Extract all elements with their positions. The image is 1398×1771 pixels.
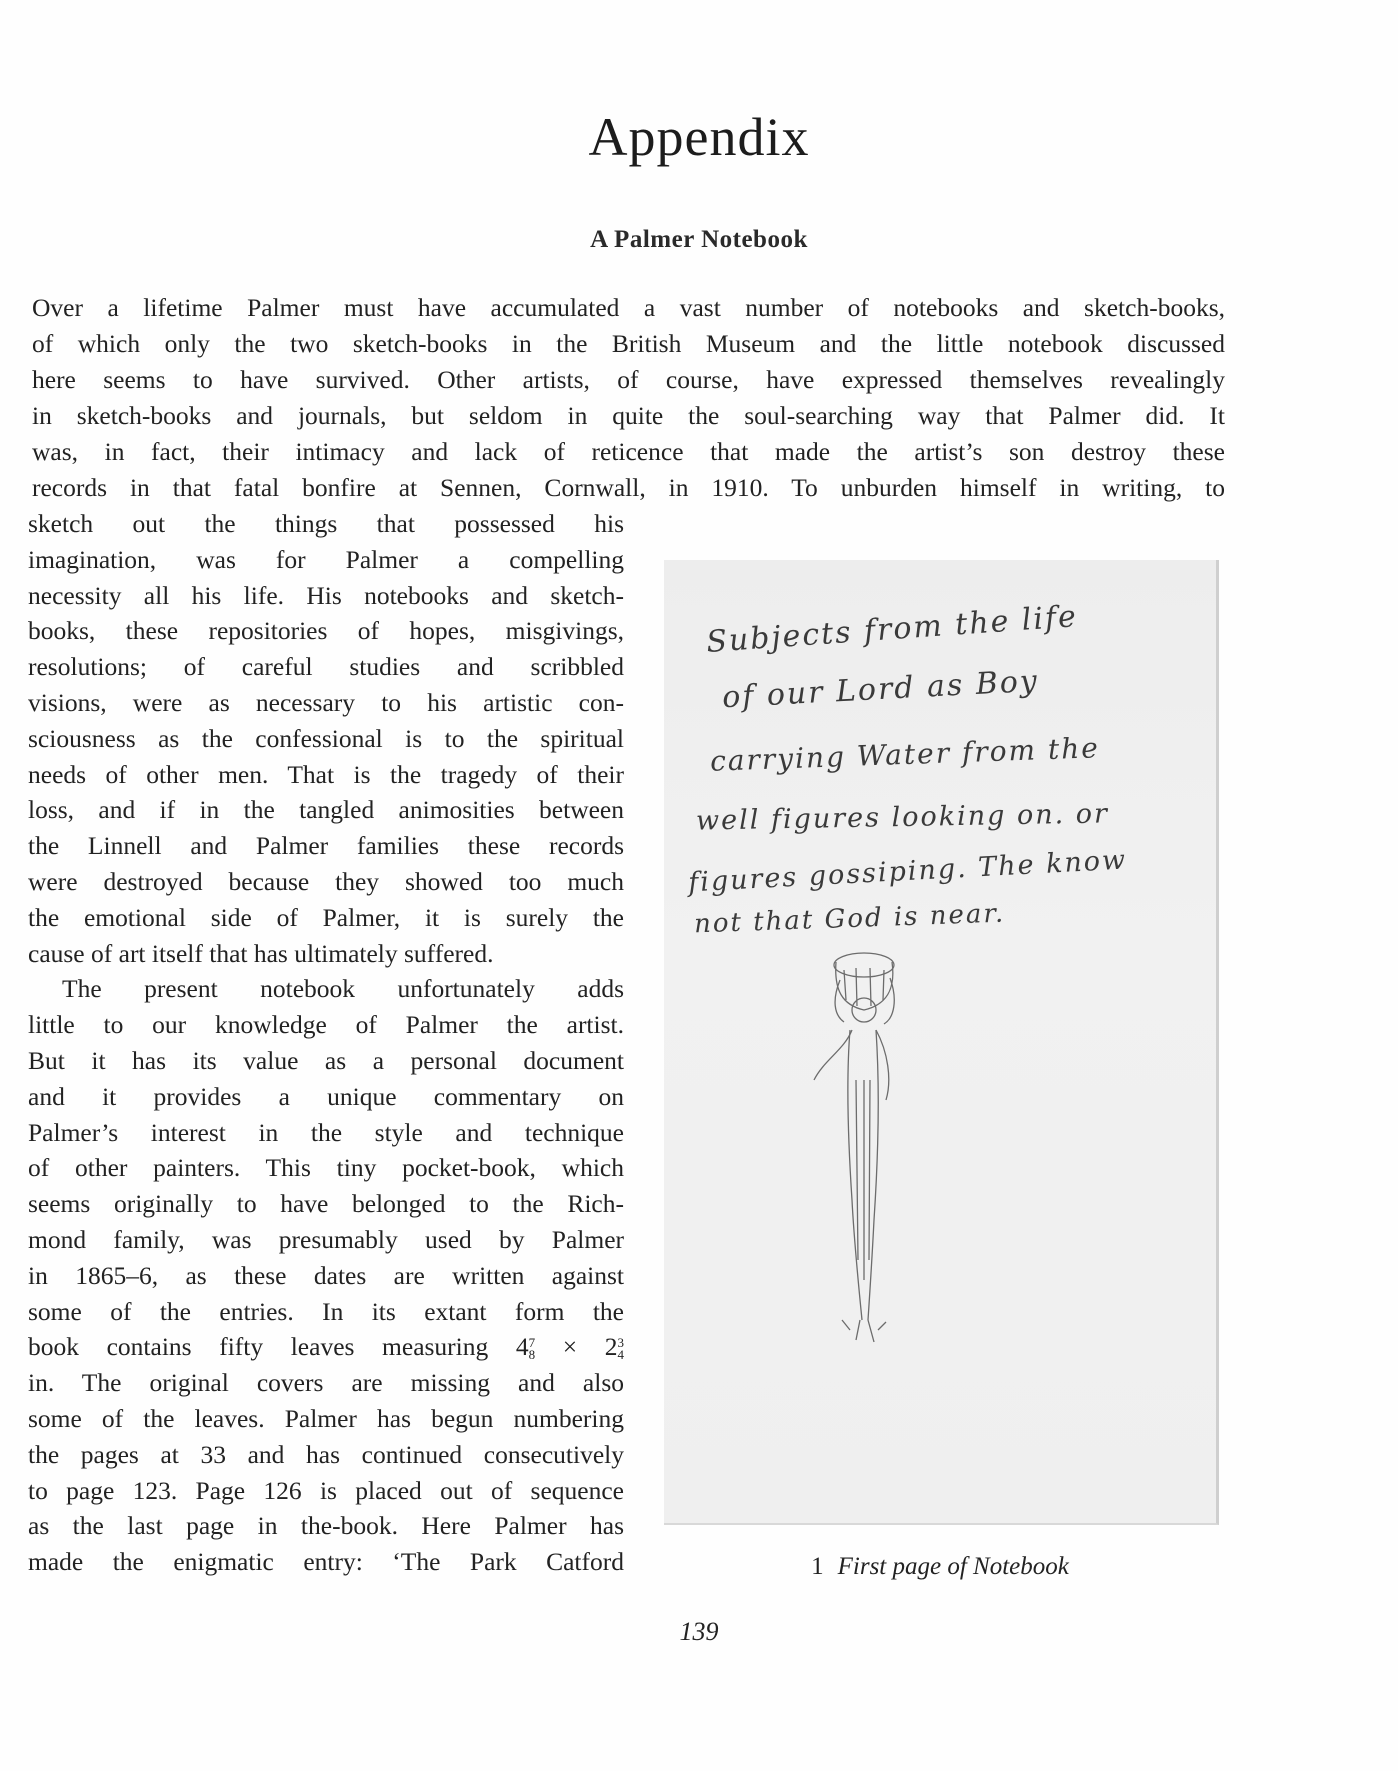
text-line: little to our knowledge of Palmer the artist. <box>28 1010 624 1040</box>
text-line: mond family, was presumably used by Palmer <box>28 1224 624 1254</box>
text-line: as the last page in the-book. Here Palmer has <box>28 1511 624 1541</box>
text-line: seems originally to have belonged to the Rich- <box>28 1189 624 1219</box>
handwriting-line: figures gossiping. The know <box>687 844 1128 899</box>
text-line: in sketch-books and journals, but seldom in quite the soul-searching way that Palmer did. It <box>32 401 1225 430</box>
text-line: sciousness as the confessional is to the spiritual <box>28 723 624 753</box>
text-line: But it has its value as a personal document <box>28 1045 624 1075</box>
text-line: some of the leaves. Palmer has begun numbering <box>28 1403 624 1433</box>
text-line: necessity all his life. His notebooks and sketch- <box>28 580 624 610</box>
fraction <box>617 1337 624 1361</box>
text-line: books, these repositories of hopes, misgivings, <box>28 616 624 646</box>
measure-text: book contains fifty leaves measuring 4 <box>28 1332 529 1362</box>
text-line: The present notebook unfortunately adds <box>62 974 624 1004</box>
fraction-denominator: 8 <box>528 1347 536 1363</box>
text-line: to page 123. Page 126 is placed out of sequence <box>28 1475 624 1505</box>
fraction-numerator: 3 <box>617 1335 624 1351</box>
text-line: resolutions; of careful studies and scribbled <box>28 652 624 682</box>
handwriting-line: well figures looking on. or <box>695 798 1110 837</box>
fraction-numerator: 7 <box>528 1335 536 1351</box>
text-line: some of the entries. In its extant form the <box>28 1296 624 1326</box>
text-line: Palmer’s interest in the style and technique <box>28 1117 624 1147</box>
column-text <box>28 506 624 1580</box>
handwriting-line: Subjects from the life <box>705 599 1079 660</box>
figure-caption <box>664 1553 1216 1581</box>
text-line: of other painters. This tiny pocket-book, which <box>28 1153 624 1183</box>
notebook-page-image <box>664 560 1219 1525</box>
text-line: the Linnell and Palmer families these records <box>28 831 624 861</box>
text-line: sketch out the things that possessed his <box>28 509 624 538</box>
text-line: in. The original covers are missing and also <box>28 1368 624 1398</box>
text-line: the emotional side of Palmer, it is surely the <box>28 902 624 932</box>
text-line: was, in fact, their intimacy and lack of reticence that made the artist’s son destroy these <box>32 437 1225 466</box>
figure-sketch <box>664 560 1216 1523</box>
measurement-line <box>28 1329 624 1365</box>
text-line: imagination, was for Palmer a compelling <box>28 544 624 574</box>
text-line: cause of art itself that has ultimately suffered. <box>28 938 494 968</box>
handwriting-line: of our Lord as Boy <box>721 663 1040 716</box>
text-line: records in that fatal bonfire at Sennen, Cornwall, in 1910. To unburden himself in writing, to <box>32 473 1225 502</box>
text-line: Over a lifetime Palmer must have accumulated a vast number of notebooks and sketch-books, <box>32 293 1225 322</box>
notebook-page-content <box>664 560 1216 1523</box>
handwriting-line: carrying Water from the <box>709 731 1101 778</box>
caption-text: First page of Notebook <box>837 1553 1069 1580</box>
text-line: in 1865–6, as these dates are written against <box>28 1260 624 1290</box>
text-line: loss, and if in the tangled animosities between <box>28 795 624 825</box>
text-line: the pages at 33 and has continued consecutively <box>28 1439 624 1469</box>
text-line: here seems to have survived. Other artists, of course, have expressed themselves revealingly <box>32 365 1225 394</box>
caption-number: 1 <box>811 1553 824 1580</box>
text-line: of which only the two sketch-books in the British Museum and the little notebook discussed <box>32 329 1225 358</box>
text-line: visions, were as necessary to his artistic con- <box>28 687 624 717</box>
fraction-denominator: 4 <box>617 1347 624 1363</box>
text-line: were destroyed because they showed too much <box>28 866 624 896</box>
text-line: needs of other men. That is the tragedy of their <box>28 759 624 789</box>
section-subtitle: A Palmer Notebook <box>590 226 808 253</box>
intro-paragraph <box>32 290 1225 506</box>
page-title: Appendix <box>588 107 810 167</box>
measure-times: × 2 <box>535 1332 618 1362</box>
page-number: 139 <box>679 1617 719 1646</box>
text-line: and it provides a unique commentary on <box>28 1081 624 1111</box>
text-line: made the enigmatic entry: ‘The Park Catford <box>28 1547 624 1577</box>
handwriting-line: not that God is near. <box>693 898 1006 940</box>
